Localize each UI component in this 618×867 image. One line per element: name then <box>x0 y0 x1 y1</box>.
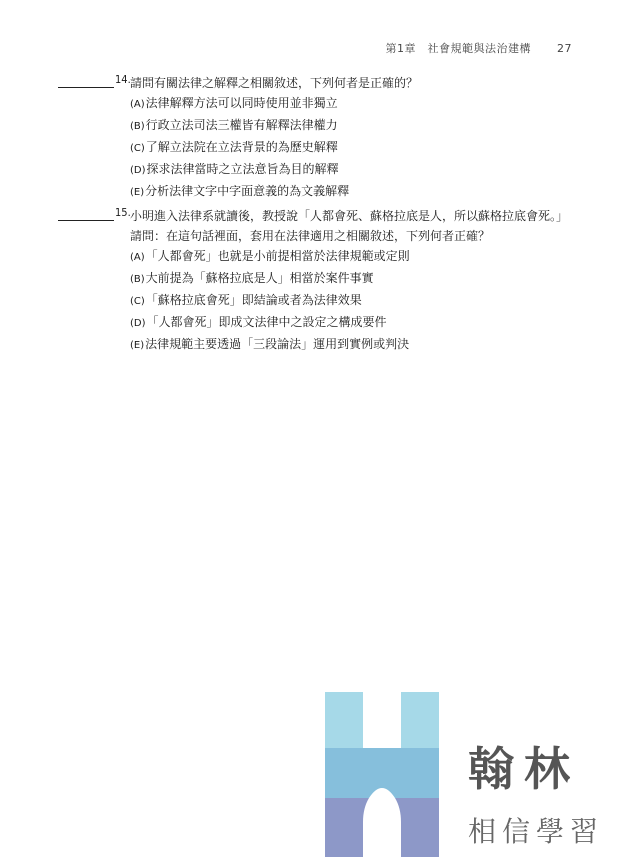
question-number: 15. <box>115 206 131 219</box>
option-list <box>130 246 578 356</box>
option-text: 了解立法院在立法背景的為歷史解釋 <box>145 140 338 154</box>
option-b[interactable] <box>130 115 578 137</box>
option-d[interactable] <box>130 312 578 334</box>
logo-arch <box>363 748 401 798</box>
logo-right-pillar-top <box>401 692 439 748</box>
option-label: (C) <box>130 143 145 154</box>
logo-right-pillar-bottom <box>401 798 439 857</box>
option-e[interactable] <box>130 334 578 356</box>
option-label: (D) <box>130 165 146 176</box>
question-stem: 請問有關法律之解釋之相關敘述，下列何者是正確的？ <box>130 76 419 90</box>
answer-blank[interactable] <box>58 220 114 221</box>
option-text: 法律規範主要透過「三段論法」運用到實例或判決 <box>145 337 410 351</box>
option-c[interactable] <box>130 290 578 312</box>
question-15 <box>58 206 578 356</box>
option-text: 「人都會死」即成文法律中之設定之構成要件 <box>146 315 387 329</box>
option-label: (B) <box>130 274 145 285</box>
option-label: (A) <box>130 99 145 110</box>
option-b[interactable] <box>130 268 578 290</box>
option-a[interactable] <box>130 246 578 268</box>
logo-left-pillar-top <box>325 692 363 748</box>
option-label: (E) <box>130 187 145 198</box>
page-header <box>386 40 573 56</box>
option-label: (C) <box>130 296 145 307</box>
page-number: 27 <box>557 42 572 55</box>
option-text: 法律解釋方法可以同時使用並非獨立 <box>145 96 338 110</box>
question-number: 14. <box>115 73 131 86</box>
publisher-name: 翰林 <box>468 742 580 796</box>
option-a[interactable] <box>130 93 578 115</box>
option-text: 行政立法司法三權皆有解釋法律權力 <box>145 118 338 132</box>
answer-blank[interactable] <box>58 87 114 88</box>
option-c[interactable] <box>130 137 578 159</box>
question-stem: 小明進入法律系就讀後，教授說「人都會死、蘇格拉底是人，所以蘇格拉底會死。」請問：在這句話裡面，套用在法律適用之相關敘述，下列何者正確？ <box>130 209 569 243</box>
option-text: 分析法律文字中字面意義的為文義解釋 <box>145 184 350 198</box>
option-text: 大前提為「蘇格拉底是人」相當於案件事實 <box>145 271 374 285</box>
option-label: (E) <box>130 340 145 351</box>
question-14 <box>58 73 578 203</box>
option-text: 探求法律當時之立法意旨為目的解釋 <box>146 162 339 176</box>
publisher-slogan: 相信學習 <box>468 815 605 848</box>
logo-arch-bottom <box>363 798 401 822</box>
logo-left-pillar-bottom <box>325 798 363 857</box>
option-text: 「蘇格拉底會死」即結論或者為法律效果 <box>145 293 362 307</box>
option-label: (D) <box>130 318 146 329</box>
logo-right-pillar-mid <box>401 748 439 798</box>
option-label: (A) <box>130 252 145 263</box>
option-label: (B) <box>130 121 145 132</box>
option-d[interactable] <box>130 159 578 181</box>
option-e[interactable] <box>130 181 578 203</box>
option-text: 「人都會死」也就是小前提相當於法律規範或定則 <box>145 249 410 263</box>
chapter-title: 第1章 社會規範與法治建構 <box>385 42 531 55</box>
logo-left-pillar-mid <box>325 748 363 798</box>
option-list <box>130 93 578 203</box>
